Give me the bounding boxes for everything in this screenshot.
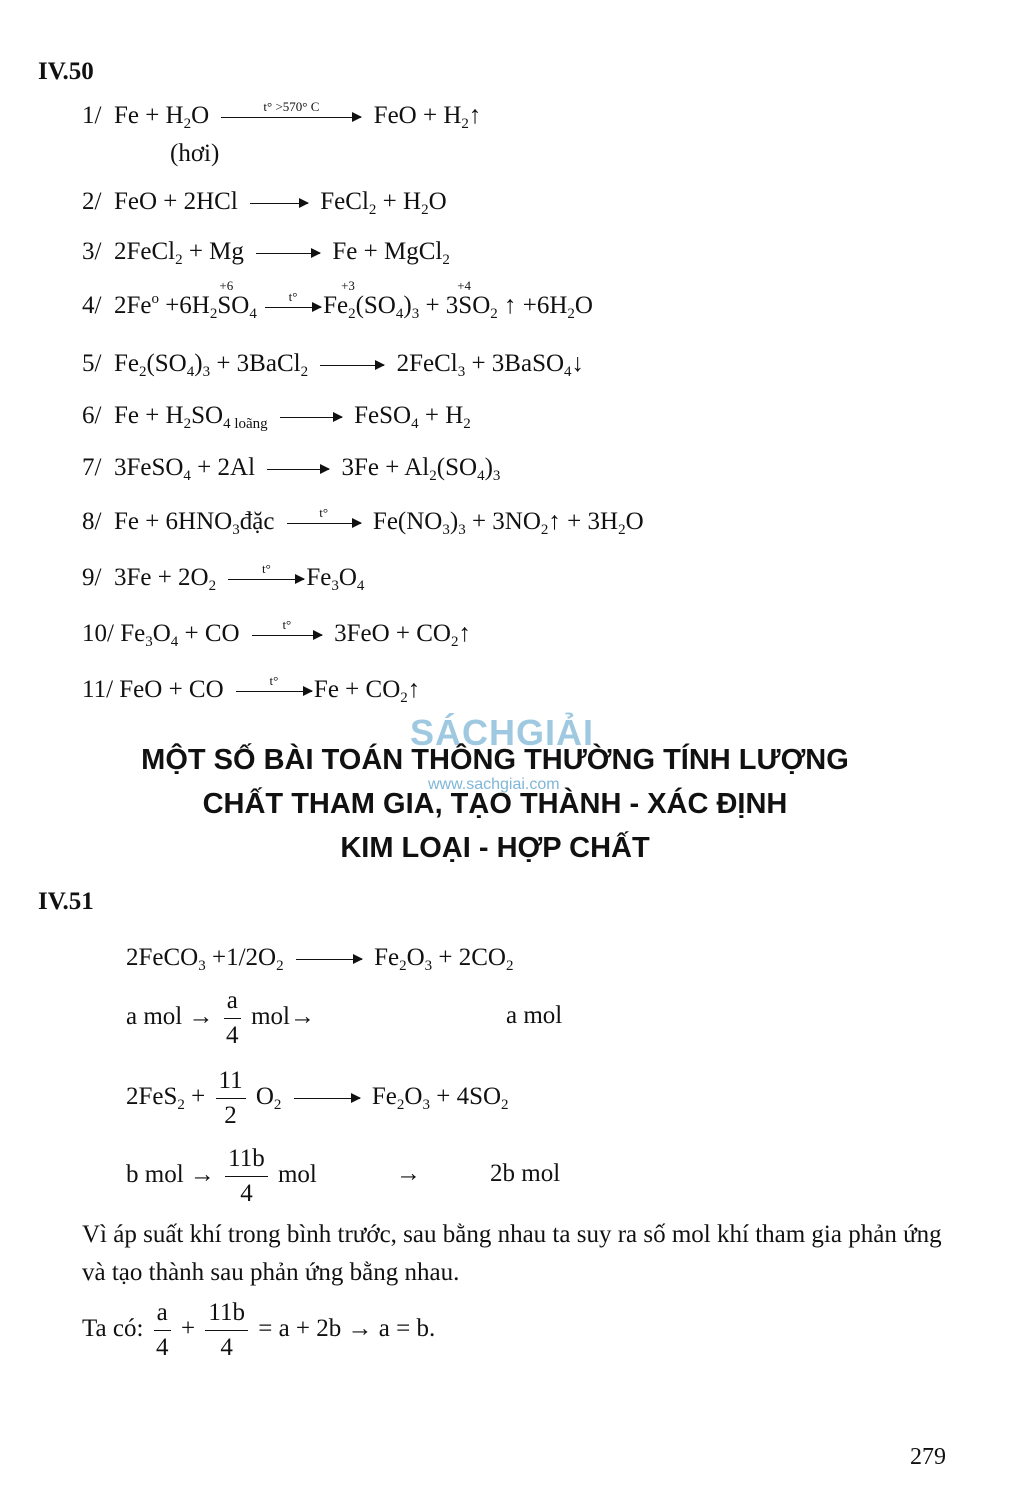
problem-label-iv51: IV.51 xyxy=(38,888,94,915)
mole-ratio-2-arrow: → xyxy=(396,1160,421,1187)
reaction-1-note: (hơi) xyxy=(170,140,220,167)
equation-2: 2FeS$_2$ + $\frac{11}{2}$ $O_2$ $Fe_2O_3 + 4SO_2$ xyxy=(126,1064,509,1133)
mole-ratio-2: b mol → $\frac{11b}{4}$ mol xyxy=(126,1142,317,1211)
mole-ratio-2-product: 2b mol xyxy=(490,1160,561,1187)
reaction-8: 8/ $Fe + 6HNO_3đặc$ t° $Fe(NO_3)_3$ + $3NO_2↑ + 3H_2O$ xyxy=(82,504,644,538)
reaction-arrow: t° xyxy=(228,579,304,581)
reaction-6: 6/ $Fe + H_2SO_{4 loãng}$ FeSO$_4$ + $H_2$ xyxy=(82,402,471,432)
reaction-10: 10/ $Fe_3O_4$ + CO t° $3FeO + CO_2↑$ xyxy=(82,616,471,650)
page-number: 279 xyxy=(910,1444,946,1470)
section-heading-line-2: CHẤT THAM GIA, TẠO THÀNH - XÁC ĐỊNH xyxy=(202,788,788,820)
reaction-arrow xyxy=(250,203,308,205)
reaction-arrow xyxy=(267,469,329,471)
mole-ratio-1-product: a mol xyxy=(506,1002,563,1029)
equation-1: 2FeCO$_3$ $+1/2O_2$ $Fe_2O_3 + 2CO_2$ xyxy=(126,944,514,974)
watermark-url: www.sachgiai.com xyxy=(428,776,560,793)
reaction-1: 1/ $Fe + H_2O$ t° >570° C FeO + $H_2↑$ xyxy=(82,98,482,132)
fraction: $\frac{11b}{4}$ xyxy=(225,1142,268,1211)
problem-label-iv50: IV.50 xyxy=(38,58,94,85)
reaction-4: 4/ $2Fe^o +6H_2$ +6 $SO_4$ t° +3 $Fe_2(SO_4)_3$ +4 + $3SO_2$ ↑ $+6H_2O$ xyxy=(82,278,593,322)
fraction: $\frac{11b}{4}$ xyxy=(205,1296,248,1365)
final-equation: Ta có: $\frac{a}{4}$ + $\frac{11b}{4}$ = a + 2b → a = b. xyxy=(82,1296,435,1365)
reaction-arrow: t° >570° C xyxy=(221,117,361,119)
reaction-arrow xyxy=(256,253,320,255)
section-heading-line-3: KIM LOẠI - HỢP CHẤT xyxy=(340,832,650,864)
fraction: $\frac{11}{2}$ xyxy=(216,1064,246,1133)
reaction-9: 9/ $3Fe + 2O_2$ t° $Fe_3O_4$ xyxy=(82,560,365,594)
reaction-arrow: t° xyxy=(252,635,322,637)
section-heading-line-1: MỘT SỐ BÀI TOÁN THÔNG THƯỜNG TÍNH LƯỢNG xyxy=(141,744,849,776)
reaction-arrow: t° xyxy=(265,307,321,309)
watermark-logo: SÁCHGIẢI xyxy=(410,712,595,753)
reaction-3: 3/ 2FeCl$_2$ + Mg Fe + MgCl$_2$ xyxy=(82,238,450,268)
reaction-arrow xyxy=(320,365,384,367)
reaction-11: 11/ FeO + CO t° $Fe + CO_2↑$ xyxy=(82,672,421,706)
mole-ratio-1: a mol → $\frac{a}{4}$ mol→ xyxy=(126,984,315,1053)
reaction-arrow xyxy=(280,417,342,419)
reaction-5: 5/ $Fe_2(SO_4)_3$ + 3BaCl$_2$ 2FeCl$_3$ + 3BaSO$_4$↓ xyxy=(82,350,585,380)
reaction-2: 2/ FeO + 2HCl FeCl$_2$ + $H_2O$ xyxy=(82,188,447,218)
reaction-arrow: t° xyxy=(287,523,361,525)
reaction-arrow xyxy=(294,1098,360,1100)
reaction-arrow: t° xyxy=(236,691,312,693)
fraction: $\frac{a}{4}$ xyxy=(224,984,241,1053)
explanation-paragraph: Vì áp suất khí trong bình trước, sau bằng nhau ta suy ra số mol khí tham gia phản ứng và tạo thành sau phản ứng bằng nhau. xyxy=(82,1221,942,1286)
reaction-arrow xyxy=(296,959,362,961)
reaction-7: 7/ 3FeSO$_4$ + 2Al $3Fe + Al_2(SO_4)_3$ xyxy=(82,454,501,484)
fraction: $\frac{a}{4}$ xyxy=(154,1296,171,1365)
